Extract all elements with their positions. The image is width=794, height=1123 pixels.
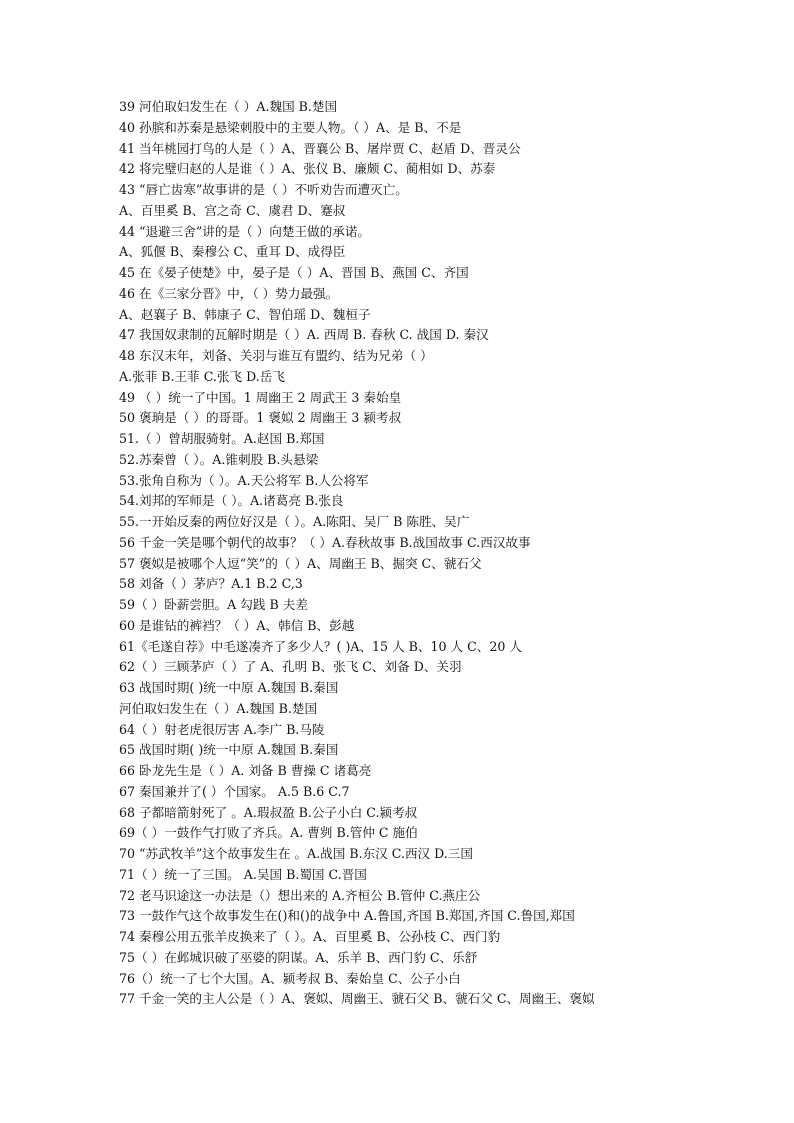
text-line: A、百里奚 B、宫之奇 C、虞君 D、蹇叔 xyxy=(119,202,346,218)
text-line: 65 战国时期( )统一中原 A.魏国 B.秦国 xyxy=(119,742,339,758)
text-line: 39 河伯取妇发生在（ ）A.魏国 B.楚国 xyxy=(119,99,338,114)
text-line: 41 当年桃园打鸟的人是（ ）A、晋襄公 B、屠岸贾 C、赵盾 D、晋灵公 xyxy=(119,140,521,156)
text-line: 46 在《三家分晋》中，（ ）势力最强。 xyxy=(119,285,339,301)
text-line: 49 （ ）统一了中国。1 周幽王 2 周武王 3 秦始皇 xyxy=(119,389,402,405)
text-line: 43 “唇亡齿寒”故事讲的是（ ）不听劝告而遭灭亡。 xyxy=(119,182,408,197)
text-line: 74 秦穆公用五张羊皮换来了（ ）。A、百里奚 B、公孙枝 C、西门豹 xyxy=(119,929,501,944)
text-line: 64（ ）射老虎很厉害 A.李广 B.马陵 xyxy=(119,721,325,737)
text-line: 52.苏秦曾（ ）。A.锥刺股 B.头悬梁 xyxy=(119,451,319,467)
text-line: A、赵襄子 B、韩康子 C、智伯瑶 D、魏桓子 xyxy=(119,306,371,322)
text-line: 44 “退避三舍”讲的是（ ）向楚王做的承诺。 xyxy=(119,223,371,239)
text-line: 55.一开始反秦的两位好汉是（ ）。A.陈阳、吴厂 B 陈胜、吴广 xyxy=(119,514,470,529)
text-line: 50 褒珦是（ ）的哥哥。1 褒姒 2 周幽王 3 颍考叔 xyxy=(119,410,402,426)
text-line: 76（）统一了七个大国。A、颍考叔 B、秦始皇 C、公子小白 xyxy=(119,970,461,986)
text-line: 66 卧龙先生是（ ）A. 刘备 B 曹操 C 诸葛亮 xyxy=(119,763,372,778)
text-line: 47 我国奴隶制的瓦解时期是（ ）A. 西周 B. 春秋 C. 战国 D. 秦汉 xyxy=(119,327,489,343)
text-line: 45 在《晏子使楚》中，晏子是（ ）A、晋国 B、燕国 C、齐国 xyxy=(119,265,469,280)
text-line: 59（ ）卧薪尝胆。A 勾践 B 夫差 xyxy=(119,597,308,612)
text-line: 48 东汉末年，刘备、关羽与谁互有盟约、结为兄弟（ ） xyxy=(119,348,433,363)
text-line: 73 一鼓作气这个故事发生在()和()的战争中 A.鲁国,齐国 B.郑国,齐国 C.鲁国,郑国 xyxy=(119,908,575,924)
text-line: 58 刘备（ ）茅庐？A.1 B.2 C,3 xyxy=(119,576,303,592)
text-line: A.张菲 B.王菲 C.张飞 D.岳飞 xyxy=(119,368,285,384)
text-line: 54.刘邦的军师是（ ）。A.诸葛亮 B.张良 xyxy=(119,493,344,509)
text-line: 42 将完璧归赵的人是谁（ ）A、张仪 B、廉颇 C、蔺相如 D、苏泰 xyxy=(119,161,496,177)
text-line: 72 老马识途这一办法是（）想出来的 A.齐桓公 B.管仲 C.燕庄公 xyxy=(119,887,481,903)
text-line: 63 战国时期( )统一中原 A.魏国 B.秦国 xyxy=(119,680,339,695)
text-line: 60 是谁钻的裤裆？（ ）A、韩信 B、彭越 xyxy=(119,617,355,633)
text-line: 62（ ）三顾茅庐（ ）了 A、孔明 B、张飞 C、刘备 D、关羽 xyxy=(119,659,462,675)
text-line: 69（ ）一鼓作气打败了齐兵。A. 曹刿 B.管仲 C 施伯 xyxy=(119,825,418,841)
text-line: A、狐偃 B、秦穆公 C、重耳 D、成得臣 xyxy=(119,244,346,260)
text-line: 77 千金一笑的主人公是（ ）A、褒姒、周幽王、虢石父 B、虢石父 C、周幽王、褒姒 xyxy=(119,991,595,1007)
text-line: 河伯取妇发生在（ ）A.魏国 B.楚国 xyxy=(119,700,318,716)
text-line: 67 秦国兼并了( ）个国家。 A.5 B.6 C.7 xyxy=(119,783,350,799)
text-line: 51.（ ）曾胡服骑射。A.赵国 B.郑国 xyxy=(119,431,325,446)
text-line: 75（ ）在邺城识破了巫婆的阴谋。A、乐羊 B、西门豹 C、乐舒 xyxy=(119,949,478,965)
text-line: 61《毛遂自荐》中毛遂凑齐了多少人？( )A、15 人 B、10 人 C、20 人 xyxy=(119,638,522,654)
text-line: 71（ ）统一了三国。 A.吴国 B.蜀国 C.晋国 xyxy=(119,866,367,882)
text-line: 56 千金一笑是哪个朝代的故事？（ ）A.春秋故事 B.战国故事 C.西汉故事 xyxy=(119,534,531,550)
text-line: 70 “苏武牧羊”这个故事发生在 。A.战国 B.东汉 C.西汉 D.三国 xyxy=(119,846,473,861)
document-page xyxy=(119,97,679,1010)
text-line: 68 子都暗箭射死了 。A.瑕叔盈 B.公子小白 C.颍考叔 xyxy=(119,804,418,820)
text-line: 40 孙膑和苏秦是悬梁刺股中的主要人物。（ ）A、是 B、不是 xyxy=(119,119,462,135)
text-line: 53.张角自称为（ ）。A.天公将军 B.人公将军 xyxy=(119,472,369,488)
text-line: 57 褒姒是被哪个人逗“笑”的（ ）A、周幽王 B、掘突 C、虢石父 xyxy=(119,555,482,571)
